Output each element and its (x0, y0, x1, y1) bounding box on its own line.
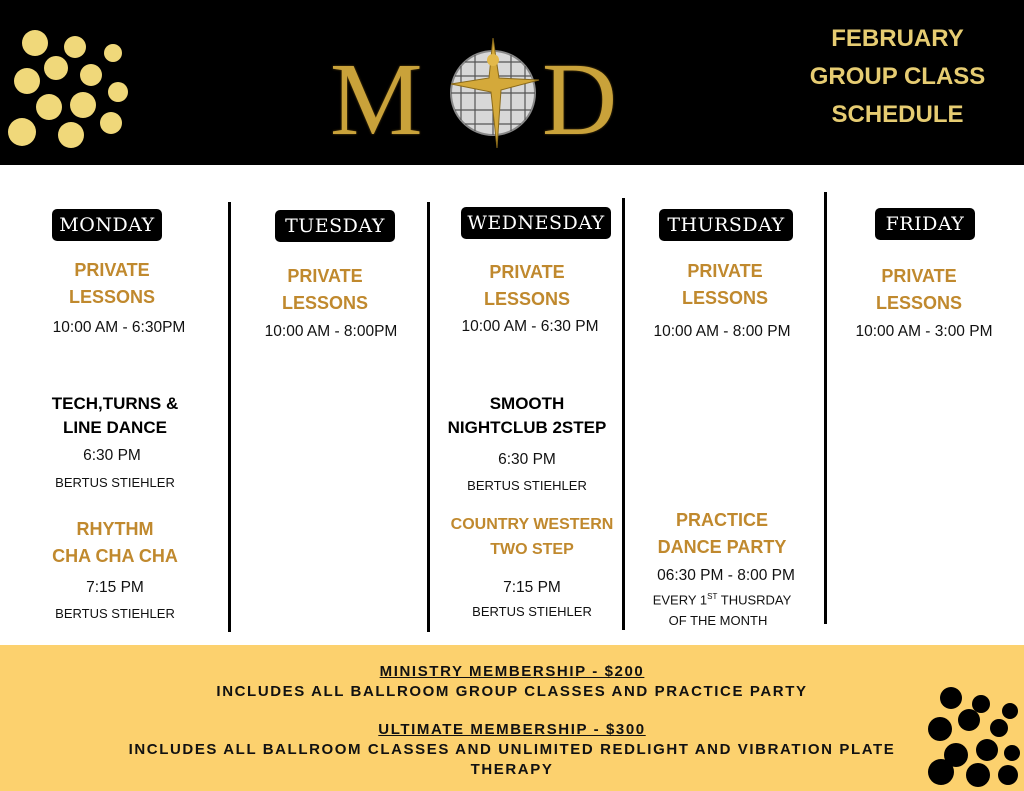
instructor-name: BERTUS STIEHLER (55, 606, 175, 621)
title-line: GROUP CLASS (809, 63, 986, 90)
schedule-title (790, 20, 1005, 134)
private-lessons-label: PRIVATE LESSONS (875, 266, 963, 313)
private-lessons-time: 10:00 AM - 8:00 PM (653, 323, 791, 340)
class-time: 7:15 PM (503, 579, 561, 596)
private-lessons-label: PRIVATE LESSONS (483, 262, 571, 309)
private-lessons-label: PRIVATE LESSONS (281, 266, 369, 313)
day-label-thursday: THURSDAY (659, 209, 793, 241)
membership-title: ULTIMATE MEMBERSHIP - $300 (378, 721, 646, 738)
instructor-name: BERTUS STIEHLER (55, 475, 175, 490)
class-time: 06:30 PM - 8:00 PM (657, 567, 795, 584)
private-lessons-label: PRIVATE LESSONS (68, 260, 156, 307)
class-time: 6:30 PM (498, 451, 556, 468)
class-title: SMOOTH NIGHTCLUB 2STEP (447, 394, 607, 437)
event-note: EVERY 1ST THUSRDAY (652, 592, 792, 608)
class-title: TECH,TURNS & LINE DANCE (51, 394, 179, 437)
header-banner (0, 0, 1024, 165)
disco-ball-dancer-icon (443, 38, 543, 148)
class-title: PRACTICE DANCE PARTY (657, 510, 787, 557)
private-lessons-label: PRIVATE LESSONS (681, 261, 769, 308)
mod-logo: M D (330, 30, 650, 160)
title-line: SCHEDULE (831, 101, 964, 128)
private-lessons-time: 10:00 AM - 8:00PM (264, 323, 398, 340)
event-note: OF THE MONTH (668, 613, 768, 628)
day-label-tuesday: TUESDAY (275, 210, 395, 242)
private-lessons-time: 10:00 AM - 3:00 PM (855, 323, 993, 340)
class-title: RHYTHM CHA CHA CHA (52, 519, 178, 566)
day-label-wednesday: WEDNESDAY (461, 207, 611, 239)
instructor-name: BERTUS STIEHLER (472, 604, 592, 619)
column-divider (824, 192, 827, 624)
class-time: 6:30 PM (83, 447, 141, 464)
day-label-friday: FRIDAY (875, 208, 975, 240)
class-title: COUNTRY WESTERN TWO STEP (450, 516, 614, 558)
membership-description: INCLUDES ALL BALLROOM CLASSES AND UNLIMITED REDLIGHT AND VIBRATION PLATE (128, 741, 896, 758)
membership-description: INCLUDES ALL BALLROOM GROUP CLASSES AND PRACTICE PARTY (216, 683, 808, 700)
class-time: 7:15 PM (86, 579, 144, 596)
membership-title: MINISTRY MEMBERSHIP - $200 (379, 663, 645, 680)
day-label-monday: MONDAY (52, 209, 162, 241)
membership-footer (0, 645, 1024, 791)
instructor-name: BERTUS STIEHLER (467, 478, 587, 493)
membership-description: THERAPY (470, 761, 554, 778)
title-line: FEBRUARY (831, 25, 964, 52)
private-lessons-time: 10:00 AM - 6:30PM (52, 319, 186, 336)
private-lessons-time: 10:00 AM - 6:30 PM (461, 318, 599, 335)
